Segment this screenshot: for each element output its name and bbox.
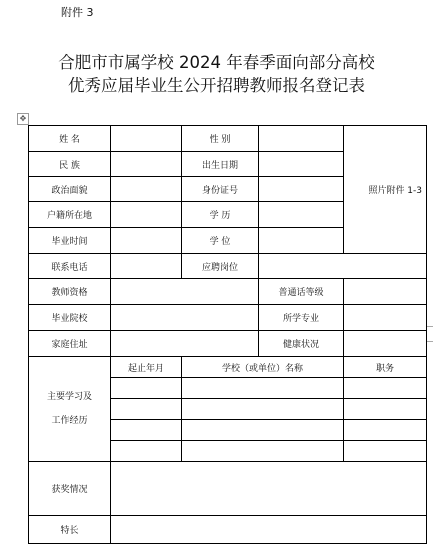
graduation-time-field[interactable]	[111, 228, 182, 254]
form-title-line-2: 优秀应届毕业生公开招聘教师报名登记表	[68, 76, 365, 95]
mandarin-level-label: 普通话等级	[259, 279, 344, 305]
political-status-label: 政治面貌	[29, 177, 111, 202]
form-title-line-1: 合肥市市属学校 2024 年春季面向部分高校	[58, 53, 375, 72]
table-resize-handle[interactable]	[426, 326, 433, 342]
annex-label: 附件 3	[61, 6, 94, 19]
history-period-cell[interactable]	[111, 399, 182, 420]
history-period-cell[interactable]	[111, 420, 182, 441]
history-school-cell[interactable]	[182, 441, 344, 462]
position-label: 应聘岗位	[182, 254, 259, 279]
history-duty-cell[interactable]	[344, 399, 427, 420]
history-school-cell[interactable]	[182, 399, 344, 420]
ethnicity-label: 民 族	[29, 152, 111, 177]
address-field[interactable]	[111, 331, 259, 357]
photo-cell[interactable]: 照片附件 1-3	[344, 126, 427, 254]
period-column-header: 起止年月	[111, 357, 182, 378]
health-field[interactable]	[344, 331, 427, 357]
awards-field[interactable]	[111, 462, 427, 516]
household-label: 户籍所在地	[29, 202, 111, 228]
major-field[interactable]	[344, 305, 427, 331]
study-work-label-line-1: 主要学习及	[46, 392, 92, 402]
duty-column-header: 职务	[344, 357, 427, 378]
id-number-field[interactable]	[259, 177, 344, 202]
birthdate-field[interactable]	[259, 152, 344, 177]
specialty-label: 特长	[29, 516, 111, 544]
history-duty-cell[interactable]	[344, 441, 427, 462]
name-label: 姓 名	[29, 126, 111, 152]
education-label: 学 历	[182, 202, 259, 228]
graduate-school-field[interactable]	[111, 305, 259, 331]
gender-label: 性 别	[182, 126, 259, 152]
awards-label: 获奖情况	[29, 462, 111, 516]
graduation-time-label: 毕业时间	[29, 228, 111, 254]
address-label: 家庭住址	[29, 331, 111, 357]
political-status-field[interactable]	[111, 177, 182, 202]
registration-form-table	[28, 125, 427, 544]
name-field[interactable]	[111, 126, 182, 152]
degree-label: 学 位	[182, 228, 259, 254]
teacher-qualification-field[interactable]	[111, 279, 259, 305]
phone-field[interactable]	[111, 254, 182, 279]
mandarin-level-field[interactable]	[344, 279, 427, 305]
health-label: 健康状况	[259, 331, 344, 357]
degree-field[interactable]	[259, 228, 344, 254]
major-label: 所学专业	[259, 305, 344, 331]
study-work-label-line-2: 工作经历	[51, 416, 88, 426]
graduate-school-label: 毕业院校	[29, 305, 111, 331]
history-duty-cell[interactable]	[344, 378, 427, 399]
teacher-qualification-label: 教师资格	[29, 279, 111, 305]
history-period-cell[interactable]	[111, 441, 182, 462]
position-field[interactable]	[259, 254, 427, 279]
history-period-cell[interactable]	[111, 378, 182, 399]
history-duty-cell[interactable]	[344, 420, 427, 441]
birthdate-label: 出生日期	[182, 152, 259, 177]
history-school-cell[interactable]	[182, 420, 344, 441]
move-handle-icon[interactable]: ✥	[17, 113, 29, 125]
specialty-field[interactable]	[111, 516, 427, 544]
id-number-label: 身份证号	[182, 177, 259, 202]
education-field[interactable]	[259, 202, 344, 228]
school-column-header: 学校（或单位）名称	[182, 357, 344, 378]
household-field[interactable]	[111, 202, 182, 228]
history-school-cell[interactable]	[182, 378, 344, 399]
study-work-label	[29, 357, 111, 462]
gender-field[interactable]	[259, 126, 344, 152]
ethnicity-field[interactable]	[111, 152, 182, 177]
phone-label: 联系电话	[29, 254, 111, 279]
